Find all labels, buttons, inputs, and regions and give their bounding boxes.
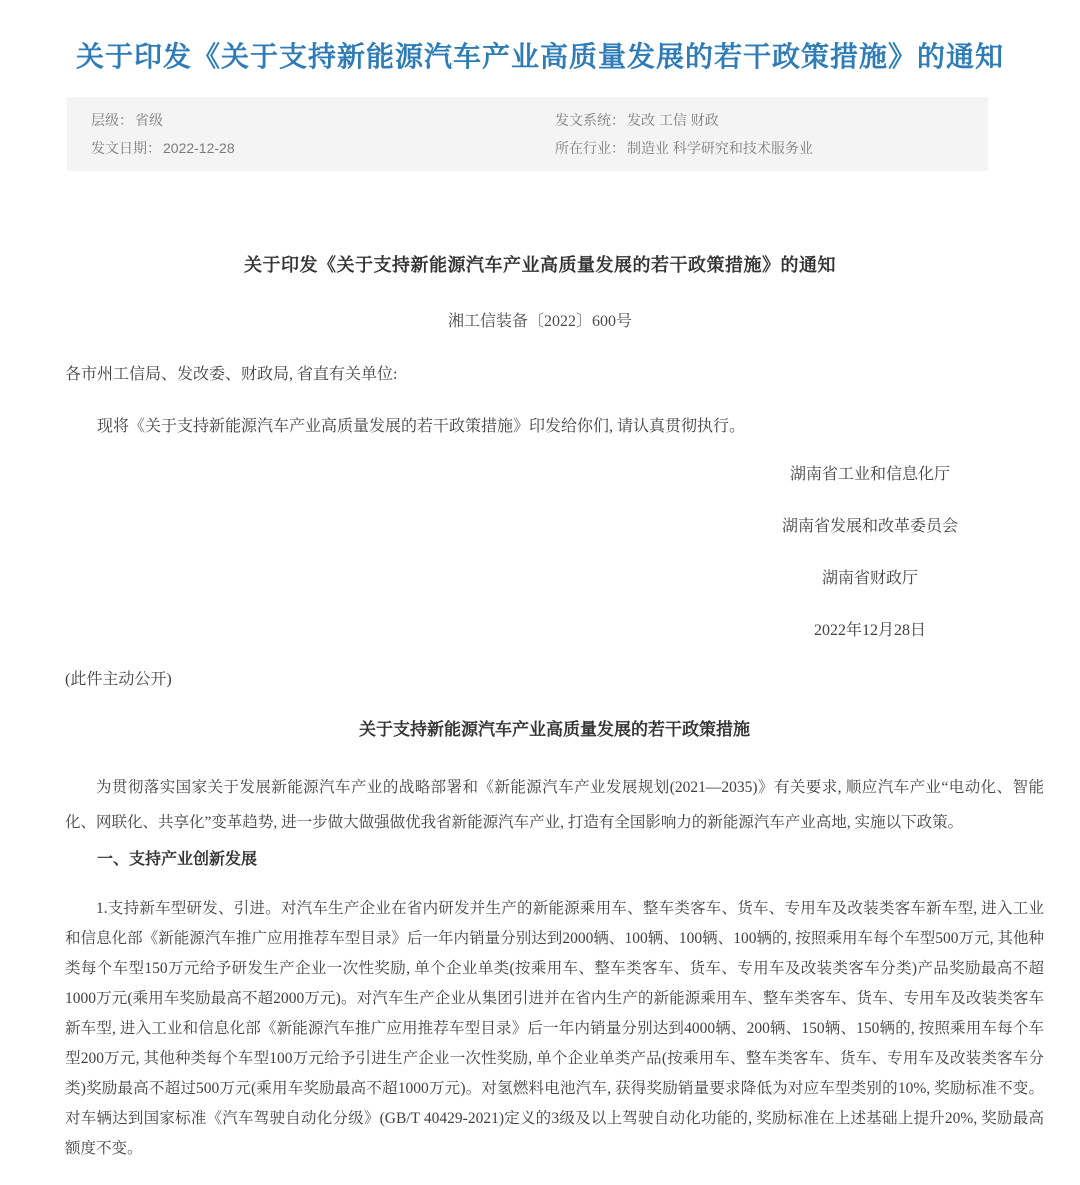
policy-preamble: 为贯彻落实国家关于发展新能源汽车产业的战略部署和《新能源汽车产业发展规划(2021—2035)》有关要求, 顺应汽车产业“电动化、智能化、网联化、共享化”变革趋势, 进一步做大做强做优我省新能源汽车产业, 打造有全国影响力的新能源汽车产业高地, 实施以下政策。 bbox=[65, 779, 1044, 831]
meta-label-industry: 所在行业： bbox=[555, 140, 625, 156]
meta-field-level bbox=[91, 110, 555, 130]
meta-field-issuing-system bbox=[555, 110, 964, 130]
signer-name: 湖南省工业和信息化厅 bbox=[789, 466, 950, 483]
policy-title: 关于支持新能源汽车产业高质量发展的若干政策措施 bbox=[359, 720, 750, 739]
disclosure-note: (此件主动公开) bbox=[65, 671, 172, 688]
salutation: 各市州工信局、发改委、财政局, 省直有关单位: bbox=[65, 366, 398, 383]
signature-block bbox=[782, 463, 958, 643]
letter-body-paragraph: 现将《关于支持新能源汽车产业高质量发展的若干政策措施》印发给你们, 请认真贯彻执行。 bbox=[97, 418, 746, 435]
meta-field-issue-date bbox=[91, 138, 555, 158]
page-title: 关于印发《关于支持新能源汽车产业高质量发展的若干政策措施》的通知 bbox=[75, 41, 1004, 72]
meta-label-issuing-system: 发文系统： bbox=[555, 112, 625, 128]
signer-name: 湖南省发展和改革委员会 bbox=[781, 518, 958, 535]
policy-section-1-title: 一、支持产业创新发展 bbox=[97, 851, 258, 868]
meta-label-level: 层级： bbox=[91, 112, 133, 128]
meta-field-industry bbox=[555, 138, 964, 158]
meta-label-issue-date: 发文日期： bbox=[91, 140, 161, 156]
policy-item-1: 1.支持新车型研发、引进。对汽车生产企业在省内研发并生产的新能源乘用车、整车类客车、货车、专用车及改装类客车新车型, 进入工业和信息化部《新能源汽车推广应用推荐车型目录》后一年内销量分别达到2000辆、100辆、100辆、100辆的, 按照乘用车每个车型500万元, 其他种类每个车型150万元给予研发生产企业一次性奖励, 单个企业单类(按乘用车、整车类客车、货车、专用车及改装类客车分类)产品奖励最高不超1000万元(乘用车奖励最高不超2000万元)。对汽车生产企业从集团引进并在省内生产的新能源乘用车、整车类客车、货车、专用车及改装类客车新车型, 进入工业和信息化部《新能源汽车推广应用推荐车型目录》后一年内销量分别达到4000辆、200辆、150辆、150辆的, 按照乘用车每个车型200万元, 其他种类每个车型100万元给予引进生产企业一次性奖励, 单个企业单类产品(按乘用车、整车类客车、货车、专用车及改装类客车分类)奖励最高不超过500万元(乘用车奖励最高不超1000万元)。对氢燃料电池汽车, 获得奖励销量要求降低为对应车型类别的10%, 奖励标准不变。对车辆达到国家标准《汽车驾驶自动化分级》(GB/T 40429-2021)定义的3级及以上驾驶自动化功能的, 奖励标准在上述基础上提升20%, 奖励最高额度不变。 bbox=[65, 900, 1044, 1157]
document-content bbox=[65, 363, 1044, 1164]
meta-value-level: 省级 bbox=[135, 112, 163, 128]
signer-name: 湖南省财政厅 bbox=[821, 570, 918, 587]
sign-date: 2022年12月28日 bbox=[813, 622, 926, 639]
meta-value-issue-date: 2022-12-28 bbox=[163, 140, 235, 156]
meta-box bbox=[67, 97, 988, 171]
meta-value-industry: 制造业 科学研究和技术服务业 bbox=[627, 140, 813, 156]
document-body bbox=[0, 251, 1080, 1164]
doc-number: 湘工信装备〔2022〕600号 bbox=[447, 313, 632, 330]
meta-value-issuing-system: 发改 工信 财政 bbox=[627, 112, 719, 128]
letter-title: 关于印发《关于支持新能源汽车产业高质量发展的若干政策措施》的通知 bbox=[244, 255, 836, 275]
